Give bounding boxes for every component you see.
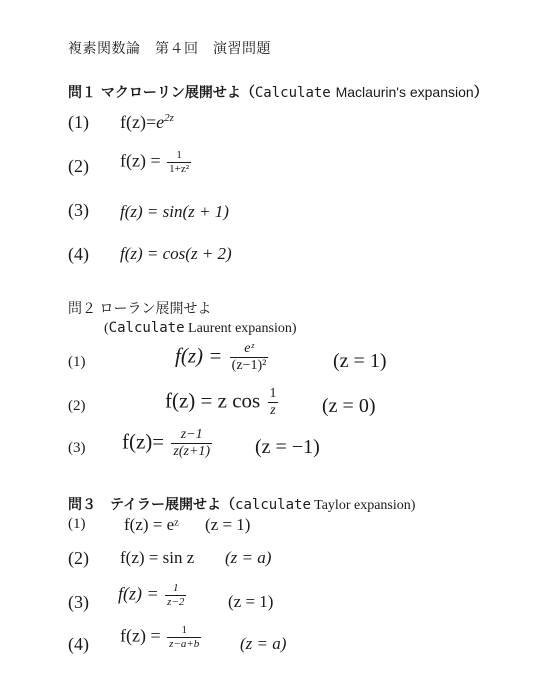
s3-item2-condition: (z = a) (225, 548, 272, 567)
section1-heading-jp: 問１ マクローリン展開せよ（ (68, 85, 255, 101)
s3-item4-fraction: $\frac{1}{z-a+b}$ (169, 624, 200, 650)
section2-subheading: (Calculate Laurent expansion) (104, 320, 297, 336)
s3-item3-fraction: $\frac{1}{z-2}$ (167, 582, 185, 608)
s3-item3-condition: (z = 1) (228, 592, 274, 611)
s2-item2-number: (2) (68, 398, 86, 414)
s3-item2-formula: f(z) = sin z (120, 548, 195, 567)
section1-heading-mono: Calculate (254, 85, 331, 101)
s1-item3-formula: f(z) = sin(z + 1) (120, 202, 229, 221)
s2-item3-condition: (z = −1) (255, 436, 320, 458)
section1-heading-en: Maclaurin's expansion (335, 84, 474, 100)
s3-item1-condition: (z = 1) (205, 515, 251, 534)
s2-item1-fraction: $\frac{\text{eᶻ}}{\text{(z−1)²}}$ (231, 341, 267, 373)
s2-item3-formula: f(z)= $\frac{z-1}{z(z+1)}$ (122, 427, 211, 459)
page-title: 複素関数論 第４回 演習問題 (68, 42, 271, 57)
s1-item2-fraction: $\frac{1}{\text{1+z²}}$ (169, 149, 190, 175)
s2-item3-fraction: $\frac{z-1}{z(z+1)}$ (173, 427, 211, 459)
section1-heading (68, 82, 488, 102)
s1-item1-number: (1) (68, 112, 89, 132)
s2-item1-formula: f(z) = $\frac{\text{eᶻ}}{\text{(z−1)²}}$ (175, 341, 267, 373)
s3-item1-formula: f(z) = eᶻ (124, 515, 179, 534)
s2-item1-condition: (z = 1) (333, 350, 387, 372)
s2-item1-number: (1) (68, 354, 86, 370)
s2-item2-fraction: $\frac{1}{z}$ (269, 386, 277, 418)
s1-item2-formula: f(z) = $\frac{1}{\text{1+z²}}$ (120, 149, 190, 175)
s3-item4-condition: (z = a) (240, 634, 287, 653)
s1-item1-formula: $f(z)=e^{2z}$ (120, 112, 174, 132)
s3-item2-number: (2) (68, 548, 89, 568)
s3-item4-formula: f(z) = $\frac{1}{z-a+b}$ (120, 624, 200, 650)
s2-item3-number: (3) (68, 440, 86, 456)
section2-heading: 問２ ローラン展開せよ (68, 302, 212, 317)
section3-heading: 問３ テイラー展開せよ（calculate Taylor expansion) (68, 497, 416, 513)
s3-item4-number: (4) (68, 634, 89, 654)
section1-heading-close: ） (473, 85, 488, 101)
s2-item2-formula: f(z) = z cos $\frac{1}{z}$ (165, 386, 277, 418)
s2-item2-condition: (z = 0) (322, 395, 376, 417)
s1-item4-number: (4) (68, 244, 89, 264)
s1-item3-number: (3) (68, 200, 89, 220)
s1-item4-formula: f(z) = cos(z + 2) (120, 244, 232, 263)
s1-item2-number: (2) (68, 156, 89, 176)
s3-item3-number: (3) (68, 592, 89, 612)
s3-item3-formula: f(z) = $\frac{1}{z-2}$ (118, 582, 185, 608)
s3-item1-number: (1) (68, 516, 86, 532)
